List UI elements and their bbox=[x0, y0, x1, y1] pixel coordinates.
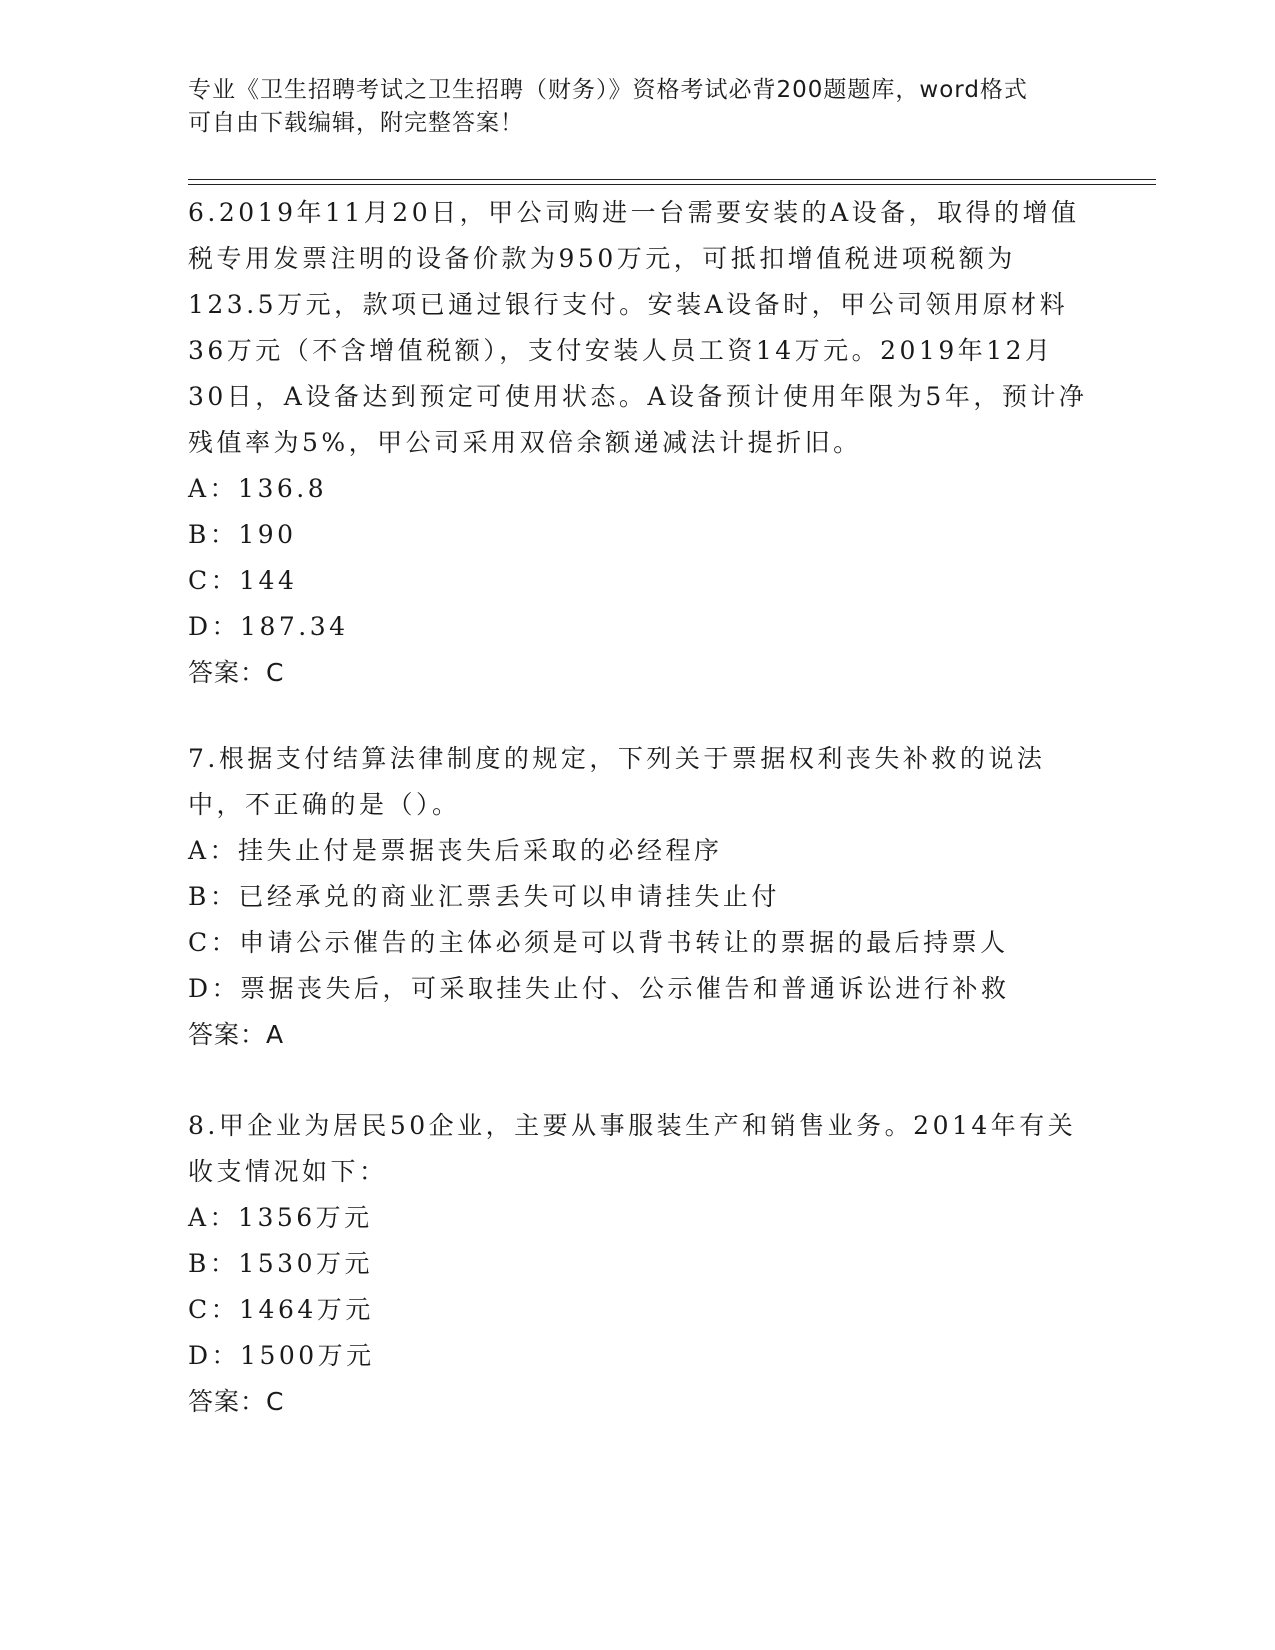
question-block bbox=[188, 190, 1088, 696]
option-b: B：1530万元 bbox=[188, 1249, 373, 1278]
header-line-1: 专业《卫生招聘考试之卫生招聘（财务）》资格考试必背200题题库，word格式 bbox=[188, 77, 1028, 103]
header-divider-top bbox=[188, 179, 1156, 180]
option-d: D：187.34 bbox=[188, 612, 349, 641]
document-header bbox=[188, 74, 1088, 140]
question-text: 6.2019年11月20日，甲公司购进一台需要安装的A设备，取得的增值税专用发票注明的设备价款为950万元，可抵扣增值税进项税额为123.5万元，款项已通过银行支付。安装A设备时，甲公司领用原材料36万元（不含增值税额），支付安装人员工资14万元。2019年12月30日，A设备达到预定可使用状态。A设备预计使用年限为5年，预计净残值率为5%，甲公司采用双倍余额递减法计提折旧。 bbox=[188, 198, 1088, 457]
question-block bbox=[188, 1103, 1088, 1425]
header-divider-bottom bbox=[188, 184, 1156, 185]
option-b: B：190 bbox=[188, 520, 297, 549]
question-text: 7.根据支付结算法律制度的规定，下列关于票据权利丧失补救的说法中，不正确的是（）。 bbox=[188, 744, 1046, 819]
question-text: 8.甲企业为居民50企业，主要从事服装生产和销售业务。2014年有关收支情况如下： bbox=[188, 1111, 1077, 1186]
option-a: A：1356万元 bbox=[188, 1203, 373, 1232]
option-d: D：1500万元 bbox=[188, 1341, 375, 1370]
option-c: C：144 bbox=[188, 566, 298, 595]
option-a: A：136.8 bbox=[188, 474, 328, 503]
answer-text: 答案：C bbox=[188, 658, 285, 687]
answer-text: 答案：C bbox=[188, 1387, 285, 1416]
option-b: B：已经承兑的商业汇票丢失可以申请挂失止付 bbox=[188, 882, 780, 911]
question-block bbox=[188, 736, 1088, 1058]
option-d: D：票据丧失后，可采取挂失止付、公示催告和普通诉讼进行补救 bbox=[188, 974, 1010, 1003]
header-line-2: 可自由下载编辑，附完整答案！ bbox=[188, 110, 524, 136]
option-a: A：挂失止付是票据丧失后采取的必经程序 bbox=[188, 836, 723, 865]
option-c: C：申请公示催告的主体必须是可以背书转让的票据的最后持票人 bbox=[188, 928, 1009, 957]
answer-text: 答案：A bbox=[188, 1020, 285, 1049]
option-c: C：1464万元 bbox=[188, 1295, 374, 1324]
